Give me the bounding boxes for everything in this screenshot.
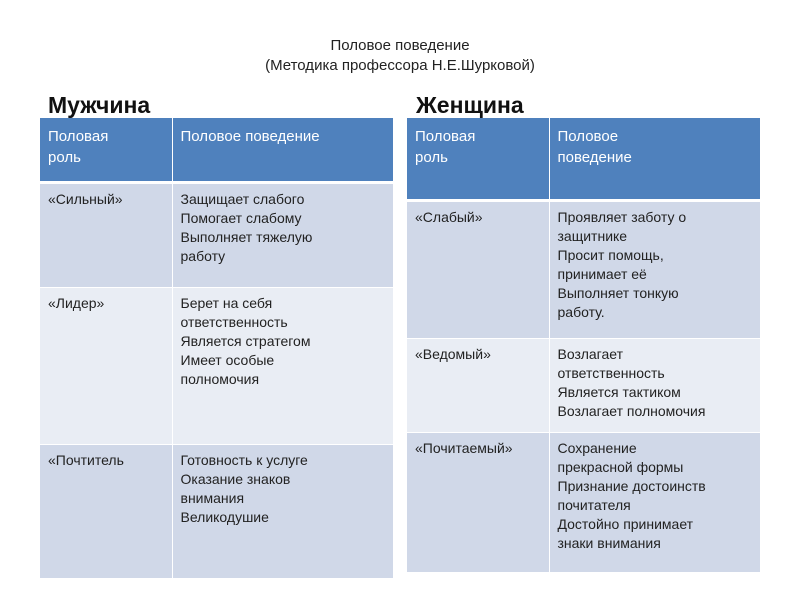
- men-behavior-cell: [172, 444, 393, 578]
- table-row: [40, 444, 393, 578]
- behavior-line: Великодушие: [180, 508, 269, 525]
- behavior-line: Выполняет тонкую: [557, 284, 679, 301]
- behavior-line: Оказание знаков: [180, 470, 291, 487]
- behavior-line: Имеет особые: [180, 351, 275, 368]
- women-header-row: [407, 118, 760, 200]
- behavior-line: знаки внимания: [557, 534, 661, 551]
- behavior-line: Признание достоинств: [557, 477, 706, 494]
- slide-title-line1: Половое поведение: [330, 37, 470, 54]
- behavior-line: работу: [180, 247, 226, 264]
- table-row: [407, 432, 760, 572]
- behavior-line: почитателя: [557, 496, 631, 513]
- men-role-cell: «Почтитель: [40, 444, 172, 578]
- behavior-line: Проявляет заботу о: [557, 208, 687, 225]
- behavior-line: Возлагает полномочия: [557, 402, 706, 419]
- men-behavior-cell: [172, 182, 393, 287]
- behavior-line: ответственность: [557, 364, 665, 381]
- women-heading: Женщина: [416, 92, 524, 118]
- women-behavior-cell: [549, 200, 760, 338]
- behavior-line: Готовность к услуге: [180, 451, 308, 468]
- men-header-behavior: Половое поведение: [172, 118, 393, 182]
- slide-title-line2: (Методика профессора Н.Е.Шурковой): [265, 57, 535, 74]
- behavior-line: Берет на себя: [180, 294, 273, 311]
- women-role-cell: «Ведомый»: [407, 338, 549, 432]
- women-header-behavior: Половое поведение: [549, 118, 760, 200]
- table-row: [40, 287, 393, 444]
- behavior-line: полномочия: [180, 370, 260, 387]
- behavior-line: Достойно принимает: [557, 515, 694, 532]
- behavior-line: принимает её: [557, 265, 647, 282]
- women-role-cell: «Слабый»: [407, 200, 549, 338]
- slide-title: [0, 36, 800, 76]
- men-role-cell: «Сильный»: [40, 182, 172, 287]
- women-behavior-cell: [549, 432, 760, 572]
- men-heading: Мужчина: [48, 92, 151, 118]
- behavior-line: Является тактиком: [557, 383, 681, 400]
- behavior-line: Просит помощь,: [557, 246, 664, 263]
- women-header-role: Половая роль: [407, 118, 549, 200]
- men-header-row: [40, 118, 393, 182]
- behavior-line: прекрасной формы: [557, 458, 684, 475]
- behavior-line: ответственность: [180, 313, 288, 330]
- behavior-line: Защищает слабого: [180, 190, 305, 207]
- men-table: [40, 118, 393, 578]
- behavior-line: Возлагает: [557, 345, 624, 362]
- men-behavior-cell: [172, 287, 393, 444]
- men-role-cell: «Лидер»: [40, 287, 172, 444]
- behavior-line: Выполняет тяжелую: [180, 228, 313, 245]
- women-role-cell: «Почитаемый»: [407, 432, 549, 572]
- table-row: [407, 200, 760, 338]
- behavior-line: защитнике: [557, 227, 628, 244]
- women-table: [407, 118, 760, 572]
- table-row: [407, 338, 760, 432]
- behavior-line: Является стратегом: [180, 332, 311, 349]
- women-behavior-cell: [549, 338, 760, 432]
- behavior-line: внимания: [180, 489, 245, 506]
- behavior-line: Сохранение: [557, 439, 637, 456]
- men-header-role: Половая роль: [40, 118, 172, 182]
- behavior-line: работу.: [557, 303, 605, 320]
- behavior-line: Помогает слабому: [180, 209, 302, 226]
- table-row: [40, 182, 393, 287]
